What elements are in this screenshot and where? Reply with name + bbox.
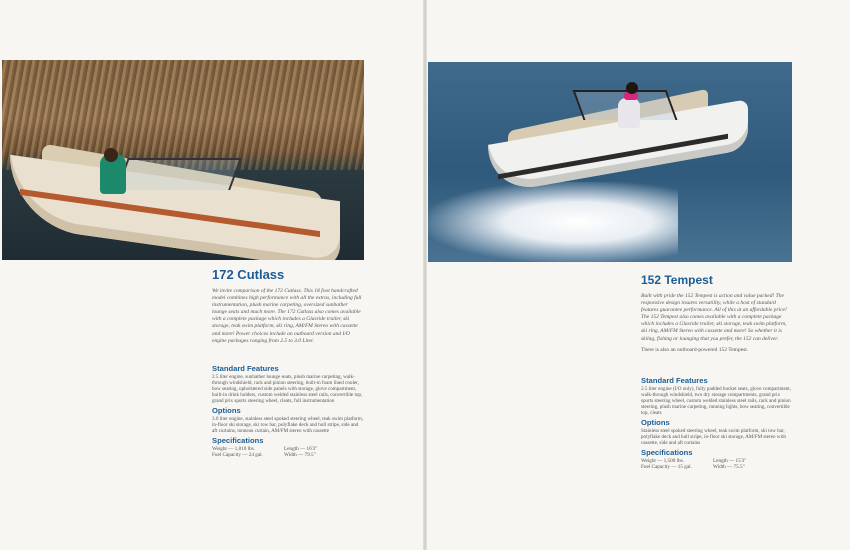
boat-driver-head <box>104 148 118 162</box>
model-title: 172 Cutlass <box>212 267 285 282</box>
options-heading: Options <box>212 405 241 415</box>
options-heading: Options <box>641 417 670 427</box>
standard-features-heading: Standard Features <box>212 363 279 373</box>
spec-width: Width — 75.5" <box>713 464 745 471</box>
page-gutter <box>423 0 427 550</box>
specifications-heading: Specifications <box>641 447 693 457</box>
tempest-boat-photo <box>428 62 792 262</box>
model-description: We invite comparison of the 172 Cutlass. This 18 foot handcrafted model combines high performance with all the extras, including full instrumentation, plush marine carpeting, oversized sunbather lounge seats and much more. The 172 Cutlass also comes available with a complete package which includes a Glasride trailer, ski storage, teak swim platform, ski ring, AM/FM Stereo with cassette and more! Power choices include an outboard version and I/O engine packages ranging from 2.5 to 3.0 Liter. <box>212 288 362 344</box>
options-text: 3.0 liter engine, stainless steel spoked steering wheel, teak swim platform, in-floor ski storage, ski tow bar, polyflake deck and hull stripe, side and aft curtains, tonneau curtain, AM/FM stereo with cassette <box>212 415 364 434</box>
model-title: 152 Tempest <box>641 273 713 287</box>
boat-driver <box>618 98 640 128</box>
spec-fuel-capacity: Fuel Capacity — 15 gal. <box>641 464 692 471</box>
spec-fuel-capacity: Fuel Capacity — 24 gal. <box>212 452 263 459</box>
model-description: Built with pride the 152 Tempest is action and value packed! The responsive design insures versatility, while a host of standard features guarantee performance. All of this at an affordable price! The 152 Tempest also comes available with a complete package which includes a Glasride trailer, ski storage, teak swim platform, ski ring, AM/FM Stereo with cassette and more! So whether it is skiing, fishing or lounging that you prefer, the 152 can deliver. <box>641 293 787 342</box>
standard-features-text: 2.5 liter engine, sunbather lounge seats, plush marine carpeting, walk-through windshield, rack and pinion steering, built-in foam lined cooler, bow seating, upholstered side panels with storage, glove compartment, built-in drink holders, custom welded stainless steel rails, convertible top, grand prix sports steering wheel, cleats, full instrumentation <box>212 373 363 404</box>
tempest-text-column <box>641 273 791 471</box>
spec-weight: Weight — 1,500 lbs. <box>641 457 684 464</box>
spec-length: Length — 15'3" <box>713 457 747 464</box>
specifications-heading: Specifications <box>212 435 264 445</box>
water-spray <box>428 182 678 262</box>
standard-features-text: 2.5 liter engine (I/O only), fully padded bucket seats, glove compartment, walk-through windshield, two dry storage compartments, grand prix sports steering wheel, custom welded stainless steel rails, rack and pinion steering, plush marine carpeting, running lights, bow seating, convertible top, cleats <box>641 385 791 416</box>
specifications-grid <box>641 458 791 471</box>
cutlass-text-column <box>212 268 364 459</box>
standard-features-heading: Standard Features <box>641 375 708 385</box>
boat-driver-head <box>626 82 638 94</box>
specifications-grid <box>212 446 364 459</box>
model-description-note: There is also an outboard-powered 152 Tempest. <box>641 346 749 353</box>
spec-width: Width — 79.5" <box>284 452 316 459</box>
boat-windshield <box>116 158 242 190</box>
spec-weight: Weight — 1,810 lbs. <box>212 445 255 452</box>
cutlass-boat-photo <box>2 60 364 260</box>
options-text: Stainless steel spoked steering wheel, teak swim platform, ski tow bar, polyflake deck and hull stripe, in-floor ski storage, AM/FM stereo with cassette, side and aft curtains <box>641 427 786 446</box>
spec-length: Length — 16'3" <box>284 445 318 452</box>
